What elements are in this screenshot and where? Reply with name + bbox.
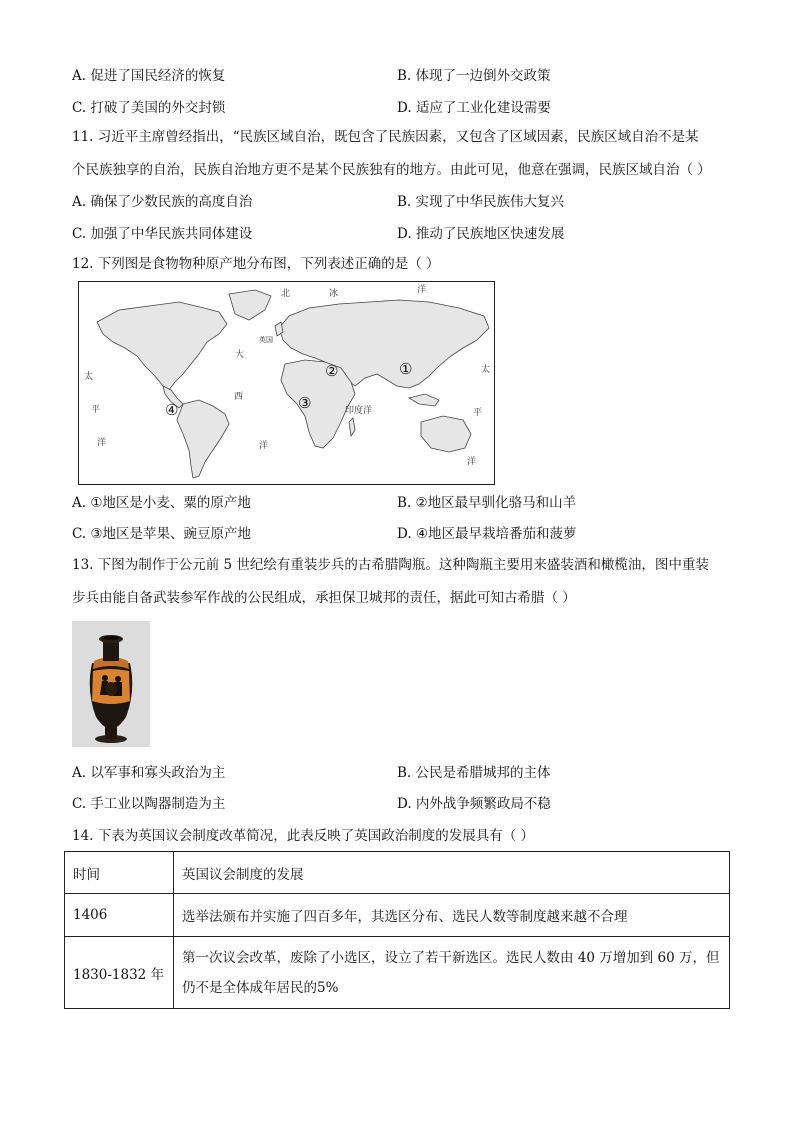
- table-header-time: 时间: [65, 852, 174, 894]
- q10-option-d: D. 适应了工业化建设需要: [397, 100, 551, 116]
- q11-stem-line1: 11. 习近平主席曾经指出，“民族区域自治，既包含了民族因素，又包含了区域因素，民族区域自治不是某: [72, 129, 699, 145]
- table-cell-content-line1: 第一次议会改革，废除了小选区，设立了若干新选区。选民人数由 40 万增加到 60 万，但: [182, 949, 720, 966]
- q11-options-row1: [72, 192, 732, 212]
- map-label-tai-right: 太: [481, 365, 491, 375]
- map-label-bing: 冰: [329, 289, 339, 299]
- q12-option-b: B. ②地区最早驯化骆马和山羊: [397, 495, 577, 511]
- greek-vase-image: [72, 621, 150, 747]
- table-header-content: 英国议会制度的发展: [174, 852, 730, 894]
- world-map-figure: [78, 281, 495, 485]
- north-america-shape: [97, 302, 227, 390]
- map-marker-4: ④: [165, 401, 179, 419]
- map-label-xi-atlantic: 西: [234, 392, 244, 402]
- q10-option-c: C. 打破了美国的外交封锁: [72, 100, 226, 116]
- table-cell-content: 选举法颁布并实施了四百多年，其选区分布、选民人数等制度越来越不合理: [174, 894, 730, 937]
- south-america-shape: [177, 400, 229, 478]
- q11-options-row2: [72, 224, 732, 244]
- map-marker-2: ②: [325, 362, 339, 380]
- q13-stem-line1: 13. 下图为制作于公元前 5 世纪绘有重装步兵的古希腊陶瓶。这种陶瓶主要用来盛装酒和橄榄油，图中重装: [72, 557, 709, 573]
- map-marker-3: ③: [298, 394, 312, 412]
- greek-vase-photo: [72, 621, 150, 747]
- q10-options-row1: [72, 66, 732, 86]
- map-label-yang-left: 洋: [97, 438, 107, 448]
- indonesia-shape: [409, 394, 439, 406]
- q11-option-a: A. 确保了少数民族的高度自治: [72, 194, 253, 210]
- map-label-da-atlantic: 大: [235, 350, 245, 360]
- q12-option-a: A. ①地区是小麦、粟的原产地: [72, 495, 251, 511]
- map-label-ping-left: 平: [91, 405, 101, 415]
- table-cell-time: 1830-1832 年: [65, 937, 174, 1009]
- q10-options-row2: [72, 98, 732, 118]
- q11-stem-line2: 个民族独享的自治，民族自治地方更不是某个民族独有的地方。由此可见，他意在强调，民族区域自治（ ）: [72, 162, 711, 178]
- table-cell-time: 1406: [65, 894, 174, 937]
- africa-shape: [281, 360, 355, 448]
- map-marker-1: ①: [399, 360, 413, 378]
- world-map-svg: [79, 282, 494, 484]
- australia-shape: [421, 416, 471, 452]
- map-label-indian-ocean: 印度洋: [345, 406, 373, 416]
- greenland-shape: [229, 290, 271, 320]
- q12-option-d: D. ④地区最早栽培番茄和菠萝: [397, 526, 577, 542]
- q13-options-row2: [72, 794, 732, 814]
- q12-options-row1: [72, 493, 732, 513]
- q11-option-d: D. 推动了民族地区快速发展: [397, 226, 565, 242]
- map-label-yang-top: 洋: [417, 285, 427, 295]
- q12-options-row2: [72, 524, 732, 544]
- table-header-row: [65, 852, 730, 894]
- map-label-uk: 英国: [259, 336, 273, 344]
- madagascar-shape: [349, 418, 355, 436]
- q13-option-a: A. 以军事和寡头政治为主: [72, 765, 226, 781]
- q14-stem: 14. 下表为英国议会制度改革简况，此表反映了英国政治制度的发展具有（ ）: [72, 828, 535, 844]
- table-row: [65, 937, 730, 1009]
- q10-option-b: B. 体现了一边倒外交政策: [397, 68, 551, 84]
- q13-option-c: C. 手工业以陶器制造为主: [72, 796, 226, 812]
- map-label-yang-right: 洋: [467, 457, 477, 467]
- q12-option-c: C. ③地区是苹果、豌豆原产地: [72, 526, 252, 542]
- map-label-tai-left: 太: [84, 372, 94, 382]
- q11-option-b: B. 实现了中华民族伟大复兴: [397, 194, 565, 210]
- map-label-bei: 北: [281, 289, 291, 299]
- q13-options-row1: [72, 763, 732, 783]
- q13-stem-line2: 步兵由能自备武装参军作战的公民组成，承担保卫城邦的责任，据此可知古希腊（ ）: [72, 590, 576, 606]
- q12-stem: 12. 下列图是食物物种原产地分布图，下列表述正确的是（ ）: [72, 256, 440, 272]
- map-label-yang-atlantic: 洋: [259, 441, 269, 451]
- q11-option-c: C. 加强了中华民族共同体建设: [72, 226, 253, 242]
- table-cell-content-line2: 仍不是全体成年居民的5%: [182, 979, 339, 996]
- q13-option-d: D. 内外战争频繁政局不稳: [397, 796, 551, 812]
- parliament-reform-table: [64, 851, 730, 1009]
- q13-option-b: B. 公民是希腊城邦的主体: [397, 765, 551, 781]
- table-row: [65, 894, 730, 937]
- table-cell-content: [174, 937, 730, 1009]
- q10-option-a: A. 促进了国民经济的恢复: [72, 68, 226, 84]
- map-label-ping-right: 平: [473, 408, 483, 418]
